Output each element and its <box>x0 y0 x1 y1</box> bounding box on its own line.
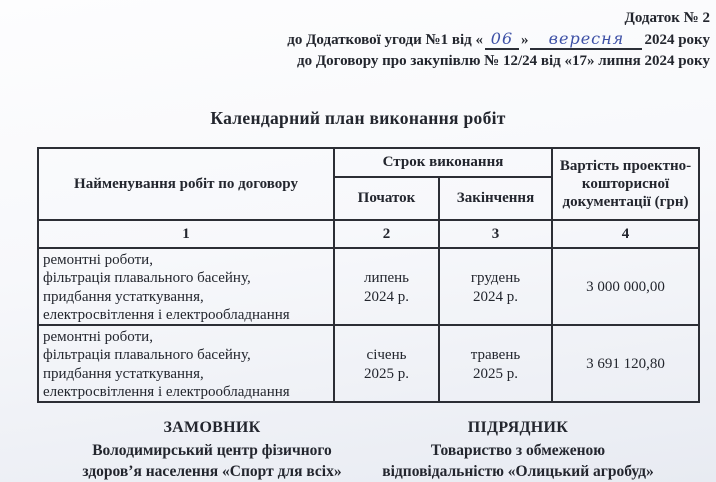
start-date-cell <box>334 325 439 402</box>
appendix-header <box>287 8 710 73</box>
table-header-row-1 <box>38 148 699 177</box>
contractor-role-label: ПІДРЯДНИК <box>467 419 569 436</box>
work-description-cell <box>38 325 334 402</box>
header-cell-work-name: Найменування робіт по договору <box>38 148 334 220</box>
contract-line: до Договору про закупівлю № 12/24 від «17» липня 2024 року <box>297 53 710 69</box>
handwritten-day-slot <box>485 28 519 50</box>
contractor-name-line: Товариство з обмеженою <box>430 442 606 459</box>
amendment-line-prefix: до Додаткової угоди №1 від « <box>287 31 483 48</box>
start-year: 2025 р. <box>364 365 409 382</box>
appendix-number: Додаток № 2 <box>624 10 710 26</box>
end-date-cell <box>439 325 552 402</box>
header-cell-term-group: Строк виконання <box>334 148 552 177</box>
work-line: фільтрація плавального басейну, <box>43 270 251 287</box>
cost-cell: 3 691 120,80 <box>552 325 699 402</box>
handwritten-month-slot <box>530 28 642 50</box>
handwritten-day: 06 <box>490 28 514 48</box>
cost-header-line: кошторисної <box>581 176 670 192</box>
header-cell-start: Початок <box>334 177 439 220</box>
amendment-line-suffix: 2024 року <box>644 31 710 48</box>
column-number-2: 2 <box>334 220 439 248</box>
amendment-line-quote: » <box>520 31 529 48</box>
column-number-4: 4 <box>552 220 699 248</box>
end-month: грудень <box>470 269 521 286</box>
end-year: 2025 р. <box>473 365 518 382</box>
customer-role-label: ЗАМОВНИК <box>163 419 261 436</box>
contractor-signature-block <box>332 419 704 482</box>
document-title: Календарний план виконання робіт <box>210 108 506 128</box>
column-number-3: 3 <box>439 220 552 248</box>
column-numbers-row <box>38 220 699 248</box>
start-date-cell <box>334 248 439 325</box>
work-line: ремонтні роботи, <box>43 252 153 268</box>
end-year: 2024 р. <box>473 288 518 305</box>
end-date-cell <box>439 248 552 325</box>
table-row <box>38 325 699 402</box>
start-month: січень <box>366 346 407 363</box>
amendment-line <box>287 30 710 52</box>
schedule-table <box>37 147 700 403</box>
work-line: електросвітлення і електрообладнання <box>43 306 290 323</box>
start-year: 2024 р. <box>364 288 409 305</box>
column-number-1: 1 <box>38 220 334 248</box>
work-line: ремонтні роботи, <box>43 329 153 346</box>
work-description-cell <box>38 248 334 325</box>
customer-name-line: здоров’я населення «Спорт для всіх» <box>82 463 342 480</box>
header-cell-end: Закінчення <box>439 177 552 220</box>
handwritten-month: вересня <box>548 28 625 48</box>
cost-header-line: документації (грн) <box>562 194 689 210</box>
cost-cell: 3 000 000,00 <box>552 248 699 325</box>
customer-name-line: Володимирський центр фізичного <box>92 442 332 459</box>
contractor-name-line: відповідальністю «Олицький агробуд» <box>382 463 654 480</box>
end-month: травень <box>470 346 521 363</box>
work-line: електросвітлення і електрообладнання <box>43 384 290 401</box>
work-line: придбання устаткування, <box>43 288 204 305</box>
cost-header-line: Вартість проектно- <box>559 158 692 174</box>
table-row <box>38 248 699 325</box>
work-line: придбання устаткування, <box>43 365 204 382</box>
work-line: фільтрація плавального басейну, <box>43 347 251 364</box>
header-cell-cost <box>552 148 699 220</box>
start-month: липень <box>363 269 410 286</box>
